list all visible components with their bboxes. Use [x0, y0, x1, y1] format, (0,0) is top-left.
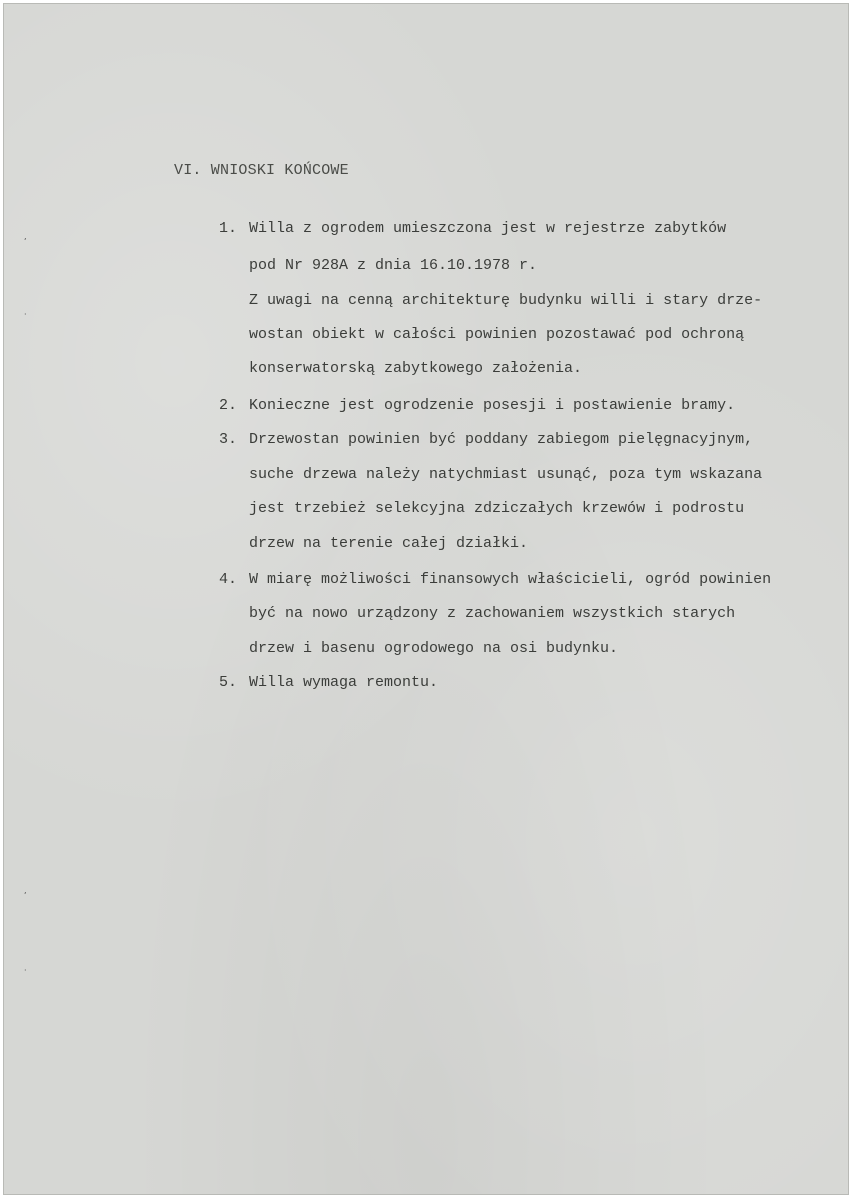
item-line: Z uwagi na cenną architekturę budynku willi i stary drze- — [249, 292, 763, 309]
section-heading: VI. WNIOSKI KOŃCOWE — [174, 162, 349, 179]
item-number: 4. — [219, 571, 238, 588]
item-line: drzew i basenu ogrodowego na osi budynku. — [249, 640, 619, 657]
item-line: W miarę możliwości finansowych właścicieli, ogród powinien — [249, 571, 772, 588]
margin-dot: · — [24, 966, 27, 975]
document-page — [3, 3, 849, 1195]
margin-dot: · — [24, 310, 27, 319]
item-line: być na nowo urządzony z zachowaniem wszystkich starych — [249, 605, 736, 622]
item-line: Willa wymaga remontu. — [249, 674, 439, 691]
item-line: suche drzewa należy natychmiast usunąć, poza tym wskazana — [249, 466, 763, 483]
item-line: konserwatorską zabytkowego założenia. — [249, 360, 583, 377]
item-line: wostan obiekt w całości powinien pozostawać pod ochroną — [249, 326, 745, 343]
item-line: Willa z ogrodem umieszczona jest w rejestrze zabytków — [249, 220, 727, 237]
item-line: Drzewostan powinien być poddany zabiegom pielęgnacyjnym, — [249, 431, 754, 448]
item-number: 5. — [219, 674, 238, 691]
item-line: Konieczne jest ogrodzenie posesji i postawienie bramy. — [249, 397, 736, 414]
item-line: jest trzebież selekcyjna zdziczałych krzewów i podrostu — [249, 500, 745, 517]
item-number: 2. — [219, 397, 238, 414]
item-line: drzew na terenie całej działki. — [249, 535, 529, 552]
item-line: pod Nr 928A z dnia 16.10.1978 r. — [249, 257, 538, 274]
margin-dot: , — [24, 886, 27, 895]
margin-dot: , — [24, 232, 27, 241]
item-number: 1. — [219, 220, 238, 237]
item-number: 3. — [219, 431, 238, 448]
